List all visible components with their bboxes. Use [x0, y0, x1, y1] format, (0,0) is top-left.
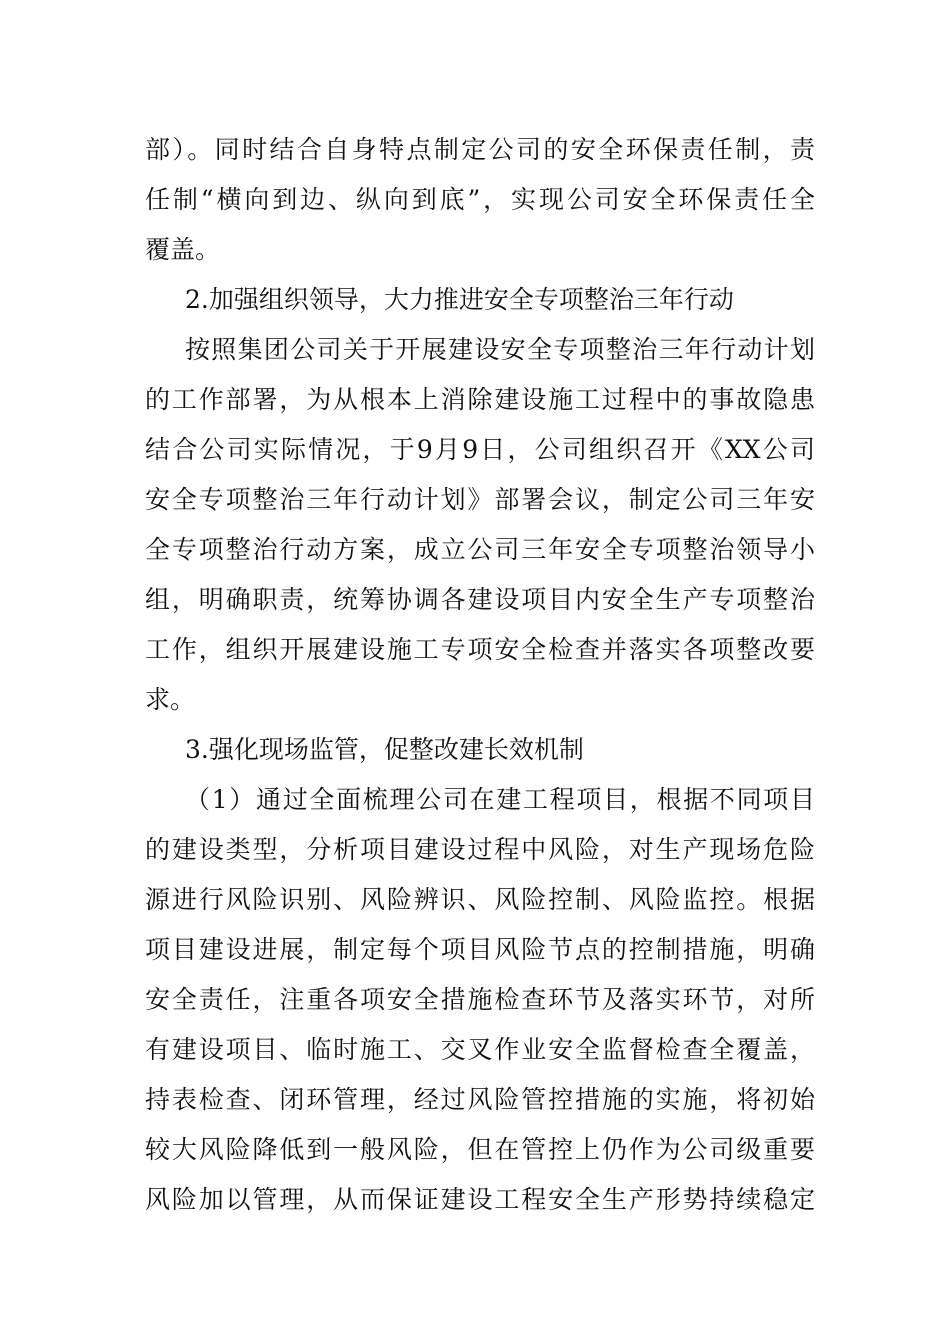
text-line: 的工作部署，为从根本上消除建设施工过程中的事故隐患: [145, 385, 815, 414]
text-line: 工作，组织开展建设施工专项安全检查并落实各项整改要: [145, 635, 815, 664]
text-line: 任制“横向到边、纵向到底”，实现公司安全环保责任全: [145, 185, 815, 214]
text-line: 源进行风险识别、风险辨识、风险控制、风险监控。根据: [145, 885, 815, 914]
text-line: 安全责任，注重各项安全措施检查环节及落实环节，对所: [145, 985, 815, 1014]
section-heading: 2.加强组织领导，大力推进安全专项整治三年行动: [185, 285, 734, 314]
text-line: 较大风险降低到一般风险，但在管控上仍作为公司级重要: [145, 1135, 815, 1164]
text-line: 部）。同时结合自身特点制定公司的安全环保责任制，责: [145, 135, 815, 164]
text-line: 有建设项目、临时施工、交叉作业安全监督检查全覆盖，: [145, 1035, 815, 1064]
text-line: 持表检查、闭环管理，经过风险管控措施的实施，将初始: [145, 1085, 815, 1114]
text-line: 结合公司实际情况，于9月9日，公司组织召开《XX公司: [145, 435, 815, 464]
text-line: 覆盖。: [145, 235, 221, 264]
text-line: 项目建设进展，制定每个项目风险节点的控制措施，明确: [145, 935, 815, 964]
text-line: 风险加以管理，从而保证建设工程安全生产形势持续稳定: [145, 1185, 815, 1214]
text-line: 的建设类型，分析项目建设过程中风险，对生产现场危险: [145, 835, 815, 864]
text-line: 按照集团公司关于开展建设安全专项整治三年行动计划: [185, 335, 815, 364]
text-line: （1）通过全面梳理公司在建工程项目，根据不同项目: [185, 785, 815, 814]
text-line: 组，明确职责，统筹协调各建设项目内安全生产专项整治: [145, 585, 815, 614]
text-line: 全专项整治行动方案，成立公司三年安全专项整治领导小: [145, 535, 815, 564]
section-heading: 3.强化现场监管，促整改建长效机制: [185, 735, 584, 764]
text-line: 安全专项整治三年行动计划》部署会议，制定公司三年安: [145, 485, 815, 514]
text-line: 求。: [145, 685, 196, 714]
